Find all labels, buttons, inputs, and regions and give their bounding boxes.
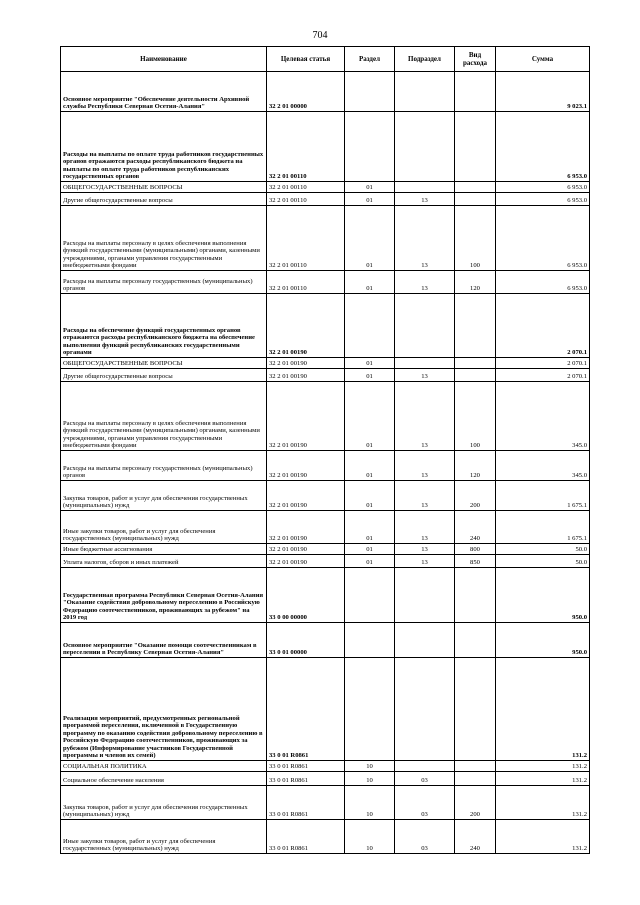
table-row xyxy=(61,72,590,112)
table-row xyxy=(61,544,590,555)
row-name: СОЦИАЛЬНАЯ ПОЛИТИКА xyxy=(61,761,267,772)
row-section: 10 xyxy=(345,761,395,772)
row-name: Уплата налогов, сборов и иных платежей xyxy=(61,555,267,568)
row-subsection xyxy=(395,112,455,182)
row-subsection: 13 xyxy=(395,193,455,206)
row-subsection xyxy=(395,72,455,112)
row-type xyxy=(455,358,496,369)
row-section: 01 xyxy=(345,451,395,481)
table-row xyxy=(61,382,590,451)
header-subsection: Подраздел xyxy=(395,47,455,72)
row-subsection: 13 xyxy=(395,451,455,481)
row-sum: 131.2 xyxy=(496,786,590,820)
budget-table xyxy=(60,46,590,854)
row-target: 32 2 01 00110 xyxy=(267,112,345,182)
table-row xyxy=(61,451,590,481)
row-section: 01 xyxy=(345,369,395,382)
row-target: 33 0 01 R0861 xyxy=(267,761,345,772)
row-target: 33 0 01 R0861 xyxy=(267,820,345,854)
row-target: 33 0 01 00000 xyxy=(267,623,345,658)
row-type xyxy=(455,294,496,358)
row-section: 01 xyxy=(345,544,395,555)
row-name: Основное мероприятие "Обеспечение деятельности Архивной службы Республики Северная Осетия-Алания" xyxy=(61,72,267,112)
row-target: 32 2 01 00190 xyxy=(267,555,345,568)
row-target: 32 2 01 00110 xyxy=(267,206,345,271)
row-subsection xyxy=(395,623,455,658)
row-sum: 131.2 xyxy=(496,761,590,772)
table-row xyxy=(61,623,590,658)
row-sum: 6 953.0 xyxy=(496,182,590,193)
table-row xyxy=(61,182,590,193)
row-sum: 345.0 xyxy=(496,451,590,481)
row-type xyxy=(455,369,496,382)
row-subsection: 03 xyxy=(395,786,455,820)
row-sum: 131.2 xyxy=(496,820,590,854)
header-name: Наименование xyxy=(61,47,267,72)
row-name: ОБЩЕГОСУДАРСТВЕННЫЕ ВОПРОСЫ xyxy=(61,358,267,369)
row-sum: 6 953.0 xyxy=(496,112,590,182)
row-sum: 1 675.1 xyxy=(496,481,590,511)
row-type xyxy=(455,623,496,658)
table-row xyxy=(61,772,590,786)
row-section: 10 xyxy=(345,820,395,854)
row-type xyxy=(455,761,496,772)
header-type: Вид расхода xyxy=(455,47,496,72)
row-name: Расходы на выплаты персоналу в целях обеспечения выполнения функций государственными (муниципальными) органами, казенными учреждениями, органами управления государственными внебюджетными фондами xyxy=(61,382,267,451)
row-name: Социальное обеспечение населения xyxy=(61,772,267,786)
row-sum: 9 023.1 xyxy=(496,72,590,112)
row-sum: 6 953.0 xyxy=(496,206,590,271)
row-name: ОБЩЕГОСУДАРСТВЕННЫЕ ВОПРОСЫ xyxy=(61,182,267,193)
row-sum: 6 953.0 xyxy=(496,193,590,206)
row-target: 33 0 01 R0861 xyxy=(267,772,345,786)
row-target: 33 0 01 R0861 xyxy=(267,658,345,761)
row-target: 32 2 01 00190 xyxy=(267,544,345,555)
row-type: 100 xyxy=(455,382,496,451)
row-subsection: 03 xyxy=(395,820,455,854)
row-type: 100 xyxy=(455,206,496,271)
row-section: 01 xyxy=(345,555,395,568)
row-subsection xyxy=(395,761,455,772)
row-sum: 345.0 xyxy=(496,382,590,451)
row-target: 32 2 01 00190 xyxy=(267,369,345,382)
row-section: 01 xyxy=(345,511,395,544)
row-name: Расходы на выплаты персоналу государственных (муниципальных) органов xyxy=(61,271,267,294)
row-section: 01 xyxy=(345,206,395,271)
row-sum: 131.2 xyxy=(496,658,590,761)
table-row xyxy=(61,511,590,544)
row-target: 32 2 01 00000 xyxy=(267,72,345,112)
row-type: 200 xyxy=(455,786,496,820)
row-type xyxy=(455,112,496,182)
row-section xyxy=(345,112,395,182)
row-type: 120 xyxy=(455,451,496,481)
row-name: Расходы на обеспечение функций государственных органов отражаются расходы республиканского бюджета на обеспечение выполнения функций республиканских государственными органами xyxy=(61,294,267,358)
row-sum: 950.0 xyxy=(496,568,590,623)
row-section xyxy=(345,568,395,623)
row-subsection xyxy=(395,568,455,623)
table-row xyxy=(61,271,590,294)
header-sum: Сумма xyxy=(496,47,590,72)
row-name: Государственная программа Республики Северная Осетия-Алания "Оказание содействия добровольному переселению в Российскую Федерацию соотечественников, проживающих за рубежом" на 2019 год xyxy=(61,568,267,623)
row-subsection: 13 xyxy=(395,271,455,294)
row-sum: 50.0 xyxy=(496,555,590,568)
table-row xyxy=(61,294,590,358)
row-type xyxy=(455,658,496,761)
row-type xyxy=(455,568,496,623)
table-row xyxy=(61,112,590,182)
page-number: 704 xyxy=(312,30,328,41)
table-row xyxy=(61,761,590,772)
row-section: 01 xyxy=(345,182,395,193)
row-name: Иные закупки товаров, работ и услуг для обеспечения государственных (муниципальных) нужд xyxy=(61,511,267,544)
row-subsection: 13 xyxy=(395,369,455,382)
row-type: 240 xyxy=(455,511,496,544)
table-header-row xyxy=(61,47,590,72)
row-name: Расходы на выплаты по оплате труда работников государственных органов отражаются расходы республиканского бюджета на выплаты по оплате труда работников республиканских государственных органов xyxy=(61,112,267,182)
row-name: Другие общегосударственные вопросы xyxy=(61,369,267,382)
row-sum: 2 070.1 xyxy=(496,358,590,369)
row-name: Закупка товаров, работ и услуг для обеспечения государственных (муниципальных) нужд xyxy=(61,481,267,511)
row-sum: 950.0 xyxy=(496,623,590,658)
row-target: 33 0 00 00000 xyxy=(267,568,345,623)
row-sum: 1 675.1 xyxy=(496,511,590,544)
row-sum: 6 953.0 xyxy=(496,271,590,294)
table-row xyxy=(61,658,590,761)
row-section xyxy=(345,294,395,358)
row-name: Другие общегосударственные вопросы xyxy=(61,193,267,206)
table-row xyxy=(61,820,590,854)
table-row xyxy=(61,193,590,206)
row-type xyxy=(455,772,496,786)
row-target: 32 2 01 00190 xyxy=(267,294,345,358)
row-section xyxy=(345,623,395,658)
row-section: 01 xyxy=(345,358,395,369)
row-subsection: 13 xyxy=(395,382,455,451)
row-section xyxy=(345,658,395,761)
row-type: 120 xyxy=(455,271,496,294)
table-row xyxy=(61,568,590,623)
row-type: 240 xyxy=(455,820,496,854)
row-sum: 2 070.1 xyxy=(496,369,590,382)
row-section: 10 xyxy=(345,786,395,820)
row-subsection xyxy=(395,658,455,761)
row-name: Основное мероприятие "Оказание помощи соотечественникам в переселении в Республику Северная Осетия-Алания" xyxy=(61,623,267,658)
table-row xyxy=(61,369,590,382)
row-target: 32 2 01 00110 xyxy=(267,182,345,193)
row-target: 32 2 01 00110 xyxy=(267,271,345,294)
row-subsection: 13 xyxy=(395,511,455,544)
row-target: 32 2 01 00190 xyxy=(267,382,345,451)
row-subsection: 13 xyxy=(395,555,455,568)
table-row xyxy=(61,358,590,369)
table-row xyxy=(61,206,590,271)
header-target: Целевая статья xyxy=(267,47,345,72)
row-target: 32 2 01 00110 xyxy=(267,193,345,206)
row-target: 32 2 01 00190 xyxy=(267,481,345,511)
row-type: 200 xyxy=(455,481,496,511)
row-sum: 131.2 xyxy=(496,772,590,786)
row-subsection: 13 xyxy=(395,481,455,511)
row-target: 32 2 01 00190 xyxy=(267,451,345,481)
row-subsection: 13 xyxy=(395,544,455,555)
row-type xyxy=(455,193,496,206)
row-subsection: 13 xyxy=(395,206,455,271)
row-subsection: 03 xyxy=(395,772,455,786)
row-section: 01 xyxy=(345,193,395,206)
row-section: 01 xyxy=(345,382,395,451)
row-subsection xyxy=(395,358,455,369)
table-row xyxy=(61,481,590,511)
row-type: 800 xyxy=(455,544,496,555)
row-type: 850 xyxy=(455,555,496,568)
row-name: Иные закупки товаров, работ и услуг для обеспечения государственных (муниципальных) нужд xyxy=(61,820,267,854)
row-name: Реализация мероприятий, предусмотренных региональной программой переселения, включенной в Государственную программу по оказанию содействия добровольному переселению в Российскую Федерацию соотечественников, проживающих за рубежом (Информирование участников Государственной программы и членов их семей) xyxy=(61,658,267,761)
row-sum: 50.0 xyxy=(496,544,590,555)
row-name: Расходы на выплаты персоналу государственных (муниципальных) органов xyxy=(61,451,267,481)
row-type xyxy=(455,182,496,193)
row-section: 10 xyxy=(345,772,395,786)
row-section: 01 xyxy=(345,271,395,294)
table-row xyxy=(61,555,590,568)
row-name: Закупка товаров, работ и услуг для обеспечения государственных (муниципальных) нужд xyxy=(61,786,267,820)
row-subsection xyxy=(395,294,455,358)
row-section xyxy=(345,72,395,112)
row-section: 01 xyxy=(345,481,395,511)
row-sum: 2 070.1 xyxy=(496,294,590,358)
row-name: Иные бюджетные ассигнования xyxy=(61,544,267,555)
row-target: 32 2 01 00190 xyxy=(267,511,345,544)
header-section: Раздел xyxy=(345,47,395,72)
row-name: Расходы на выплаты персоналу в целях обеспечения выполнения функций государственными (муниципальными) органами, казенными учреждениями, органами управления государственными внебюджетными фондами xyxy=(61,206,267,271)
row-type xyxy=(455,72,496,112)
row-target: 33 0 01 R0861 xyxy=(267,786,345,820)
row-target: 32 2 01 00190 xyxy=(267,358,345,369)
row-subsection xyxy=(395,182,455,193)
table-row xyxy=(61,786,590,820)
